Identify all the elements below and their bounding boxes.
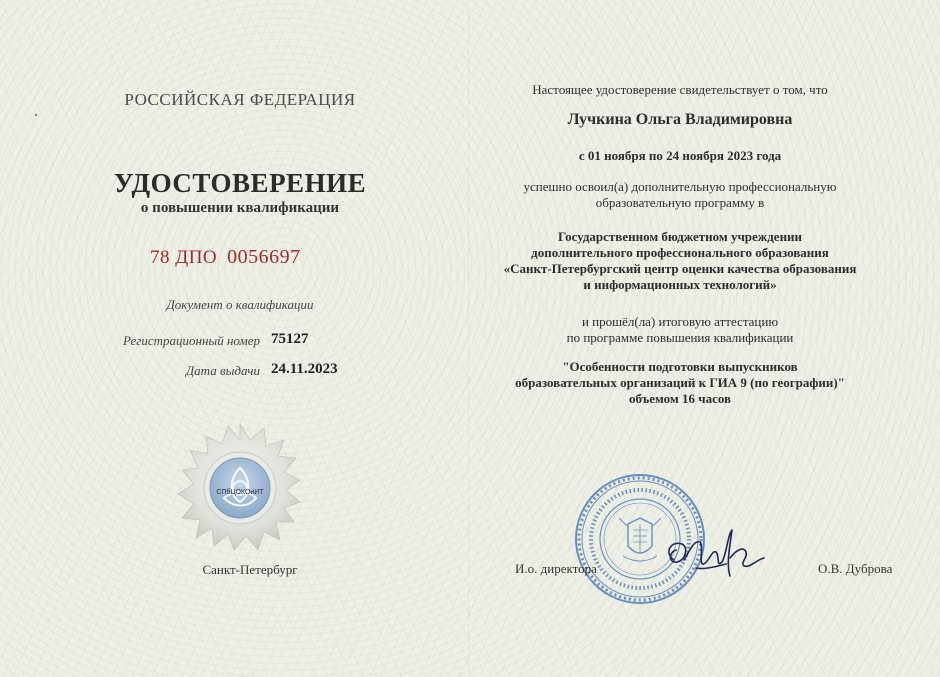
- attestation-line-1: и прошёл(ла) итоговую аттестацию: [581, 314, 779, 329]
- course-title: [480, 359, 880, 407]
- serial-series: 78 ДПО: [150, 247, 218, 268]
- institution-line-1: Государственном бюджетном учреждении: [557, 229, 803, 244]
- document-title: УДОСТОВЕРЕНИЕ: [113, 168, 367, 198]
- page-fold: [468, 0, 469, 677]
- attestation-line-2: по программе повышения квалификации: [566, 330, 794, 345]
- mastered-text: [480, 179, 880, 211]
- mastered-line-1: успешно освоил(а) дополнительную профессиональную: [523, 179, 837, 194]
- director-title: И.о. директора: [515, 561, 597, 576]
- speck: [35, 114, 37, 116]
- institution-line-3: «Санкт-Петербургский центр оценки качества образования: [503, 261, 857, 276]
- course-line-1: "Особенности подготовки выпускников: [562, 359, 798, 374]
- training-period: с 01 ноября по 24 ноября 2023 года: [578, 148, 782, 163]
- issue-date-label: Дата выдачи: [185, 363, 260, 378]
- institution-line-4: и информационных технологий»: [583, 277, 777, 292]
- attestation-text: [480, 314, 880, 346]
- director-name: О.В. Дуброва: [818, 561, 893, 576]
- course-line-2: образовательных организаций к ГИА 9 (по географии)": [515, 375, 845, 390]
- issue-date-value: 24.11.2023: [271, 361, 338, 377]
- document-type: Документ о квалификации: [166, 297, 314, 312]
- course-hours: объемом 16 часов: [628, 391, 732, 406]
- seal-caption: СПбЦОКОиИТ: [216, 489, 264, 496]
- mastered-line-2: образовательную программу в: [595, 195, 765, 210]
- serial-digits: 0056697: [227, 246, 301, 268]
- registration-number-label: Регистрационный номер: [123, 333, 260, 348]
- embossed-seal: [170, 418, 310, 558]
- serial-number: [150, 246, 301, 269]
- registration-number-value: 75127: [271, 331, 309, 347]
- holder-name: Лучкина Ольга Владимировна: [567, 111, 793, 128]
- director-signature: [660, 520, 780, 590]
- intro-line: Настоящее удостоверение свидетельствует о том, что: [532, 82, 828, 97]
- institution-name: [480, 229, 880, 293]
- city: Санкт-Петербург: [202, 562, 298, 577]
- document-subtitle: о повышении квалификации: [140, 200, 340, 216]
- country-name: РОССИЙСКАЯ ФЕДЕРАЦИЯ: [124, 90, 356, 109]
- institution-line-2: дополнительного профессионального образования: [531, 245, 829, 260]
